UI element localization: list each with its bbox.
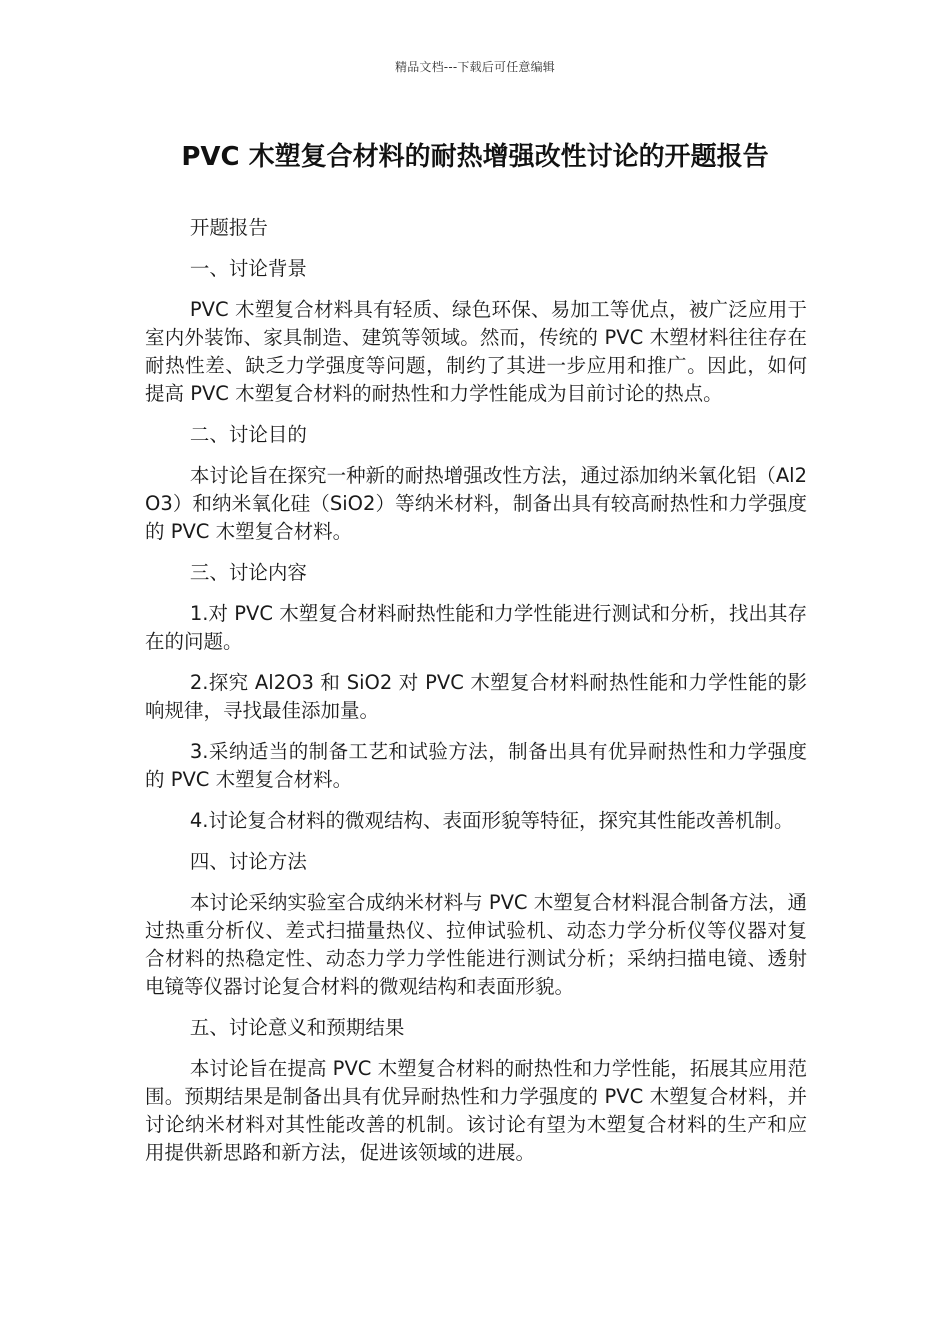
header-note: 精品文档---下载后可任意编辑 [395, 60, 555, 74]
paragraph-purpose: 本讨论旨在探究一种新的耐热增强改性方法，通过添加纳米氧化铝（Al2O3）和纳米氧化硅（SiO2）等纳米材料，制备出具有较高耐热性和力学强度的 PVC 木塑复合材料。 [145, 464, 807, 543]
document-body [145, 214, 807, 1180]
section-heading-purpose: 二、讨论目的 [189, 423, 307, 446]
section-heading-background: 一、讨论背景 [189, 257, 307, 280]
content-item-1: 1.对 PVC 木塑复合材料耐热性能和力学性能进行测试和分析，找出其存在的问题。 [145, 602, 807, 653]
section-label-report: 开题报告 [189, 216, 268, 239]
document-title: PVC 木塑复合材料的耐热增强改性讨论的开题报告 [181, 142, 769, 172]
paragraph-background: PVC 木塑复合材料具有轻质、绿色环保、易加工等优点，被广泛应用于室内外装饰、家具制造、建筑等领域。然而，传统的 PVC 木塑材料往往存在耐热性差、缺乏力学强度等问题，制约了其进一步应用和推广。因此，如何提高 PVC 木塑复合材料的耐热性和力学性能成为目前讨论的热点。 [145, 298, 807, 405]
paragraph-method: 本讨论采纳实验室合成纳米材料与 PVC 木塑复合材料混合制备方法，通过热重分析仪、差式扫描量热仪、拉伸试验机、动态力学分析仪等仪器对复合材料的热稳定性、动态力学力学性能进行测试分析；采纳扫描电镜、透射电镜等仪器讨论复合材料的微观结构和表面形貌。 [145, 891, 807, 998]
section-heading-content: 三、讨论内容 [189, 561, 307, 584]
content-item-3: 3.采纳适当的制备工艺和试验方法，制备出具有优异耐热性和力学强度的 PVC 木塑复合材料。 [145, 740, 807, 791]
paragraph-significance: 本讨论旨在提高 PVC 木塑复合材料的耐热性和力学性能，拓展其应用范围。预期结果是制备出具有优异耐热性和力学强度的 PVC 木塑复合材料，并讨论纳米材料对其性能改善的机制。该讨论有望为木塑复合材料的生产和应用提供新思路和新方法，促进该领域的进展。 [145, 1057, 807, 1164]
content-item-2: 2.探究 Al2O3 和 SiO2 对 PVC 木塑复合材料耐热性能和力学性能的影响规律，寻找最佳添加量。 [145, 671, 807, 722]
section-heading-significance: 五、讨论意义和预期结果 [189, 1016, 405, 1039]
section-heading-method: 四、讨论方法 [189, 850, 307, 873]
content-item-4: 4.讨论复合材料的微观结构、表面形貌等特征，探究其性能改善机制。 [189, 809, 794, 832]
